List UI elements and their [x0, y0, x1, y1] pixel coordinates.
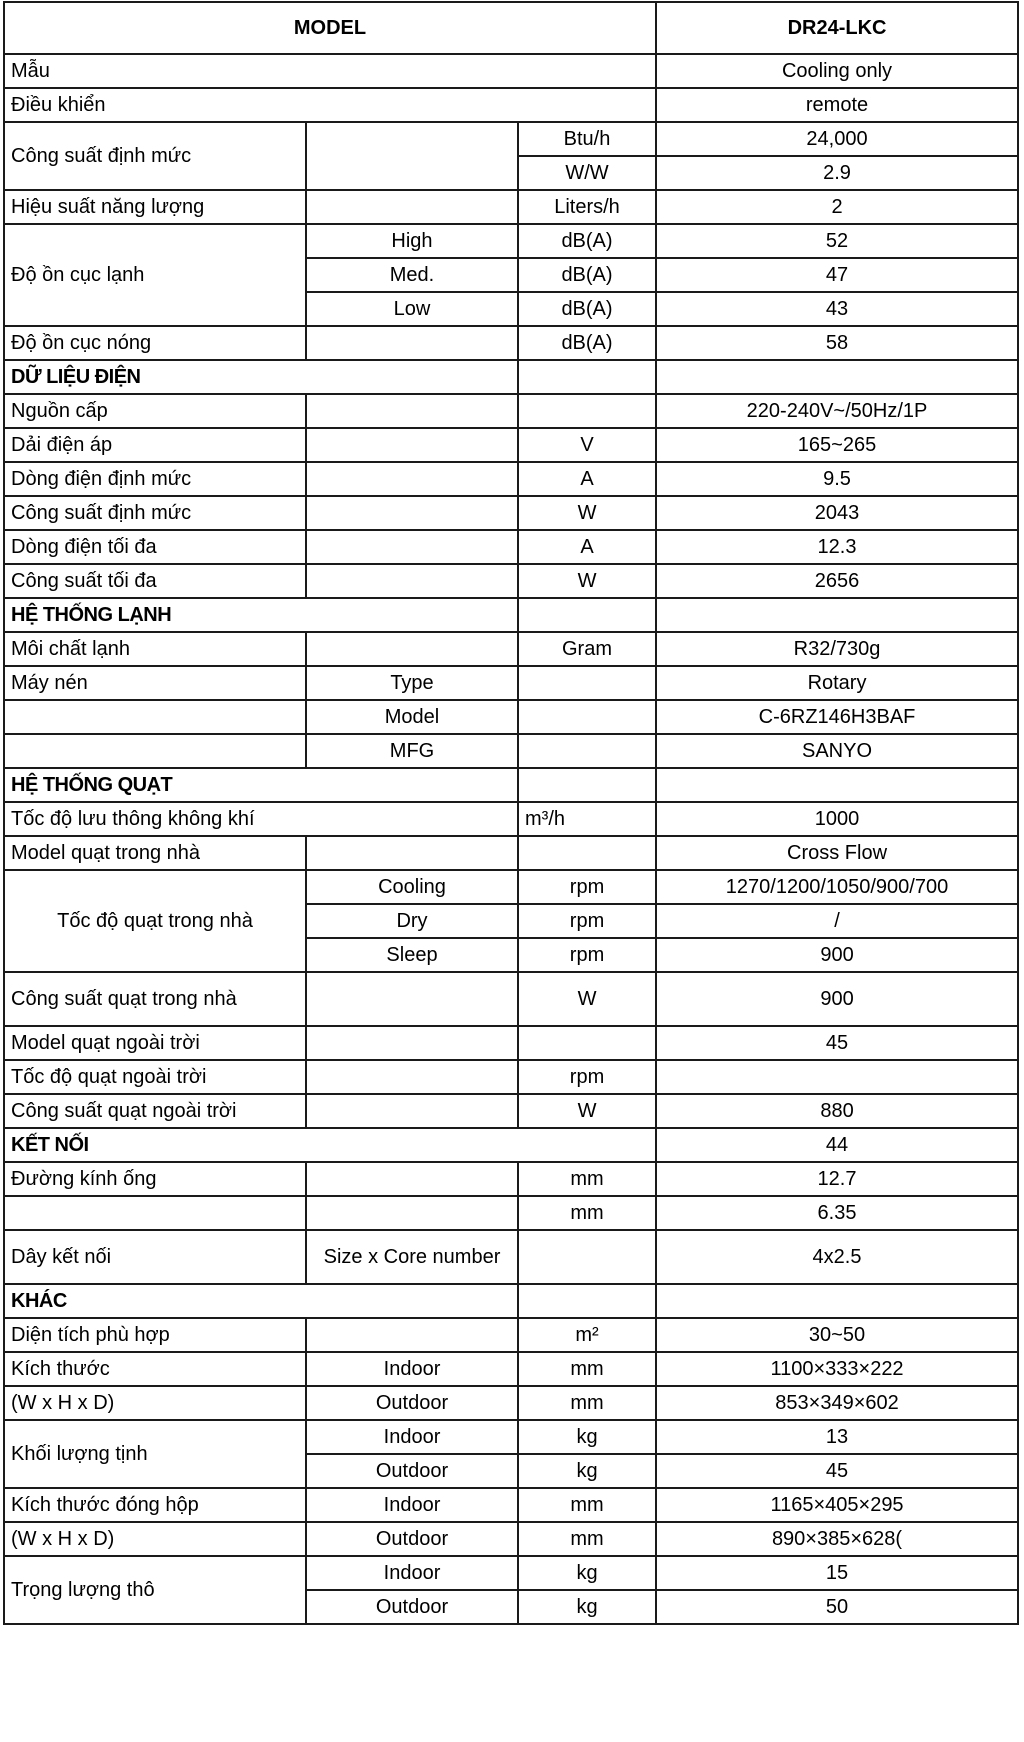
spec-cell: 2656 — [656, 564, 1018, 598]
spec-cell: 12.3 — [656, 530, 1018, 564]
spec-cell — [518, 360, 656, 394]
spec-cell: Đường kính ống — [4, 1162, 306, 1196]
spec-cell: Low — [306, 292, 518, 326]
spec-cell: DỮ LIỆU ĐIỆN — [4, 360, 518, 394]
spec-cell: / — [656, 904, 1018, 938]
spec-row — [4, 190, 1018, 224]
spec-row — [4, 1094, 1018, 1128]
spec-row — [4, 972, 1018, 1026]
spec-cell — [306, 326, 518, 360]
spec-cell: Độ ồn cục lạnh — [4, 224, 306, 326]
spec-cell — [306, 632, 518, 666]
spec-row — [4, 1230, 1018, 1284]
spec-cell: Rotary — [656, 666, 1018, 700]
spec-cell: dB(A) — [518, 326, 656, 360]
spec-cell: kg — [518, 1454, 656, 1488]
spec-row — [4, 428, 1018, 462]
spec-row — [4, 88, 1018, 122]
spec-cell — [306, 462, 518, 496]
spec-row — [4, 462, 1018, 496]
spec-cell: 2.9 — [656, 156, 1018, 190]
spec-cell: 890×385×628( — [656, 1522, 1018, 1556]
spec-cell: Điều khiển — [4, 88, 656, 122]
spec-cell: mm — [518, 1352, 656, 1386]
spec-cell — [518, 1026, 656, 1060]
spec-cell: dB(A) — [518, 258, 656, 292]
spec-cell — [306, 394, 518, 428]
spec-cell: rpm — [518, 938, 656, 972]
spec-row — [4, 2, 1018, 54]
spec-cell — [306, 972, 518, 1026]
spec-cell: Liters/h — [518, 190, 656, 224]
spec-cell: Hiệu suất năng lượng — [4, 190, 306, 224]
spec-cell: 52 — [656, 224, 1018, 258]
spec-cell — [4, 700, 306, 734]
spec-cell: kg — [518, 1556, 656, 1590]
spec-row — [4, 496, 1018, 530]
spec-cell — [306, 122, 518, 190]
spec-cell: KẾT NỐI — [4, 1128, 656, 1162]
spec-cell: kg — [518, 1420, 656, 1454]
spec-cell — [306, 1196, 518, 1230]
spec-table-body — [4, 2, 1018, 1624]
spec-cell: Outdoor — [306, 1386, 518, 1420]
spec-row — [4, 122, 1018, 156]
spec-row — [4, 1420, 1018, 1454]
spec-cell: Gram — [518, 632, 656, 666]
spec-cell: dB(A) — [518, 292, 656, 326]
spec-cell: mm — [518, 1386, 656, 1420]
spec-cell — [4, 1196, 306, 1230]
spec-cell: 12.7 — [656, 1162, 1018, 1196]
spec-cell: Size x Core number — [306, 1230, 518, 1284]
spec-cell — [306, 836, 518, 870]
spec-cell: V — [518, 428, 656, 462]
spec-cell: 900 — [656, 938, 1018, 972]
spec-cell: Tốc độ quạt trong nhà — [4, 870, 306, 972]
spec-cell — [306, 428, 518, 462]
spec-cell: 220-240V~/50Hz/1P — [656, 394, 1018, 428]
spec-cell — [518, 836, 656, 870]
spec-cell — [306, 496, 518, 530]
spec-cell — [306, 1318, 518, 1352]
spec-cell — [306, 1094, 518, 1128]
spec-cell: Type — [306, 666, 518, 700]
spec-row — [4, 1386, 1018, 1420]
spec-cell: R32/730g — [656, 632, 1018, 666]
spec-row — [4, 326, 1018, 360]
spec-cell: W — [518, 1094, 656, 1128]
spec-cell: High — [306, 224, 518, 258]
spec-cell — [518, 700, 656, 734]
spec-cell — [306, 1026, 518, 1060]
spec-row — [4, 1318, 1018, 1352]
spec-cell: SANYO — [656, 734, 1018, 768]
spec-cell: HỆ THỐNG LẠNH — [4, 598, 518, 632]
spec-cell: 24,000 — [656, 122, 1018, 156]
spec-cell: Công suất định mức — [4, 122, 306, 190]
spec-row — [4, 836, 1018, 870]
spec-cell: dB(A) — [518, 224, 656, 258]
spec-cell: 15 — [656, 1556, 1018, 1590]
spec-row — [4, 1060, 1018, 1094]
spec-row — [4, 394, 1018, 428]
spec-row — [4, 632, 1018, 666]
spec-cell: 44 — [656, 1128, 1018, 1162]
spec-cell: C-6RZ146H3BAF — [656, 700, 1018, 734]
spec-cell: A — [518, 462, 656, 496]
spec-cell: Kích thước đóng hộp — [4, 1488, 306, 1522]
spec-cell: mm — [518, 1488, 656, 1522]
spec-cell: Công suất định mức — [4, 496, 306, 530]
spec-cell: HỆ THỐNG QUẠT — [4, 768, 518, 802]
spec-cell: A — [518, 530, 656, 564]
spec-cell: Outdoor — [306, 1522, 518, 1556]
spec-cell: Dòng điện định mức — [4, 462, 306, 496]
spec-cell — [518, 666, 656, 700]
spec-row — [4, 734, 1018, 768]
spec-cell: mm — [518, 1522, 656, 1556]
spec-cell: W — [518, 496, 656, 530]
spec-cell: mm — [518, 1162, 656, 1196]
spec-cell — [656, 598, 1018, 632]
spec-cell: 900 — [656, 972, 1018, 1026]
spec-cell: MFG — [306, 734, 518, 768]
spec-cell: 45 — [656, 1454, 1018, 1488]
spec-cell: W/W — [518, 156, 656, 190]
spec-cell: Model — [306, 700, 518, 734]
spec-cell: 58 — [656, 326, 1018, 360]
spec-cell: Độ ồn cục nóng — [4, 326, 306, 360]
spec-cell: Indoor — [306, 1420, 518, 1454]
spec-row — [4, 360, 1018, 394]
spec-cell: Tốc độ quạt ngoài trời — [4, 1060, 306, 1094]
spec-cell — [306, 1060, 518, 1094]
spec-row — [4, 1284, 1018, 1318]
spec-cell: W — [518, 564, 656, 598]
spec-cell: Công suất tối đa — [4, 564, 306, 598]
spec-cell: W — [518, 972, 656, 1026]
spec-row — [4, 870, 1018, 904]
spec-cell: rpm — [518, 1060, 656, 1094]
spec-cell: 6.35 — [656, 1196, 1018, 1230]
spec-cell: (W x H x D) — [4, 1386, 306, 1420]
spec-cell: Indoor — [306, 1556, 518, 1590]
spec-row — [4, 666, 1018, 700]
spec-cell: Diện tích phù hợp — [4, 1318, 306, 1352]
spec-cell: Mẫu — [4, 54, 656, 88]
spec-row — [4, 1196, 1018, 1230]
spec-cell: m³/h — [518, 802, 656, 836]
spec-row — [4, 1522, 1018, 1556]
spec-cell — [518, 1230, 656, 1284]
spec-cell: 45 — [656, 1026, 1018, 1060]
spec-row — [4, 700, 1018, 734]
spec-cell: Outdoor — [306, 1590, 518, 1624]
spec-cell: Dry — [306, 904, 518, 938]
spec-cell: Sleep — [306, 938, 518, 972]
spec-cell — [306, 190, 518, 224]
spec-cell: 43 — [656, 292, 1018, 326]
spec-cell — [518, 598, 656, 632]
spec-cell: Kích thước — [4, 1352, 306, 1386]
spec-cell: Trọng lượng thô — [4, 1556, 306, 1624]
spec-cell: kg — [518, 1590, 656, 1624]
spec-cell — [306, 1162, 518, 1196]
spec-row — [4, 54, 1018, 88]
spec-row — [4, 1128, 1018, 1162]
spec-cell: Indoor — [306, 1352, 518, 1386]
spec-row — [4, 768, 1018, 802]
spec-cell: 1165×405×295 — [656, 1488, 1018, 1522]
spec-cell: 13 — [656, 1420, 1018, 1454]
spec-row — [4, 1352, 1018, 1386]
spec-cell: Cooling only — [656, 54, 1018, 88]
spec-cell: Công suất quạt ngoài trời — [4, 1094, 306, 1128]
spec-cell: mm — [518, 1196, 656, 1230]
spec-cell — [518, 394, 656, 428]
spec-cell: Tốc độ lưu thông không khí — [4, 802, 518, 836]
spec-cell: Cooling — [306, 870, 518, 904]
spec-cell — [656, 768, 1018, 802]
spec-cell: 2043 — [656, 496, 1018, 530]
spec-cell — [4, 734, 306, 768]
spec-cell: 9.5 — [656, 462, 1018, 496]
spec-cell: Med. — [306, 258, 518, 292]
spec-cell: DR24-LKC — [656, 2, 1018, 54]
spec-row — [4, 598, 1018, 632]
spec-row — [4, 530, 1018, 564]
spec-row — [4, 802, 1018, 836]
spec-cell — [656, 1060, 1018, 1094]
spec-table — [3, 1, 1019, 1625]
spec-cell: rpm — [518, 870, 656, 904]
spec-cell — [306, 530, 518, 564]
spec-cell: Btu/h — [518, 122, 656, 156]
spec-row — [4, 1026, 1018, 1060]
spec-cell — [518, 1284, 656, 1318]
spec-cell: 30~50 — [656, 1318, 1018, 1352]
spec-cell: 2 — [656, 190, 1018, 224]
spec-cell: 50 — [656, 1590, 1018, 1624]
spec-cell: Dây kết nối — [4, 1230, 306, 1284]
spec-cell: 1100×333×222 — [656, 1352, 1018, 1386]
spec-cell: Dòng điện tối đa — [4, 530, 306, 564]
spec-cell: 4x2.5 — [656, 1230, 1018, 1284]
spec-row — [4, 1162, 1018, 1196]
spec-cell: Model quạt trong nhà — [4, 836, 306, 870]
spec-cell: 47 — [656, 258, 1018, 292]
spec-row — [4, 1488, 1018, 1522]
spec-cell: m² — [518, 1318, 656, 1352]
spec-cell — [518, 734, 656, 768]
spec-cell: Môi chất lạnh — [4, 632, 306, 666]
spec-cell: remote — [656, 88, 1018, 122]
spec-cell: rpm — [518, 904, 656, 938]
spec-cell: Indoor — [306, 1488, 518, 1522]
spec-cell: Model quạt ngoài trời — [4, 1026, 306, 1060]
spec-cell — [656, 1284, 1018, 1318]
spec-cell: Outdoor — [306, 1454, 518, 1488]
spec-cell — [518, 768, 656, 802]
spec-cell — [306, 564, 518, 598]
spec-cell: Công suất quạt trong nhà — [4, 972, 306, 1026]
spec-cell: 853×349×602 — [656, 1386, 1018, 1420]
spec-cell: Cross Flow — [656, 836, 1018, 870]
spec-cell: (W x H x D) — [4, 1522, 306, 1556]
spec-row — [4, 1556, 1018, 1590]
spec-cell: 880 — [656, 1094, 1018, 1128]
spec-cell: Nguồn cấp — [4, 394, 306, 428]
spec-row — [4, 224, 1018, 258]
spec-cell: 1000 — [656, 802, 1018, 836]
spec-cell: Khối lượng tịnh — [4, 1420, 306, 1488]
spec-row — [4, 564, 1018, 598]
spec-cell: KHÁC — [4, 1284, 518, 1318]
spec-cell: MODEL — [4, 2, 656, 54]
spec-cell: 165~265 — [656, 428, 1018, 462]
spec-cell: Máy nén — [4, 666, 306, 700]
spec-cell: 1270/1200/1050/900/700 — [656, 870, 1018, 904]
spec-cell — [656, 360, 1018, 394]
spec-cell: Dải điện áp — [4, 428, 306, 462]
